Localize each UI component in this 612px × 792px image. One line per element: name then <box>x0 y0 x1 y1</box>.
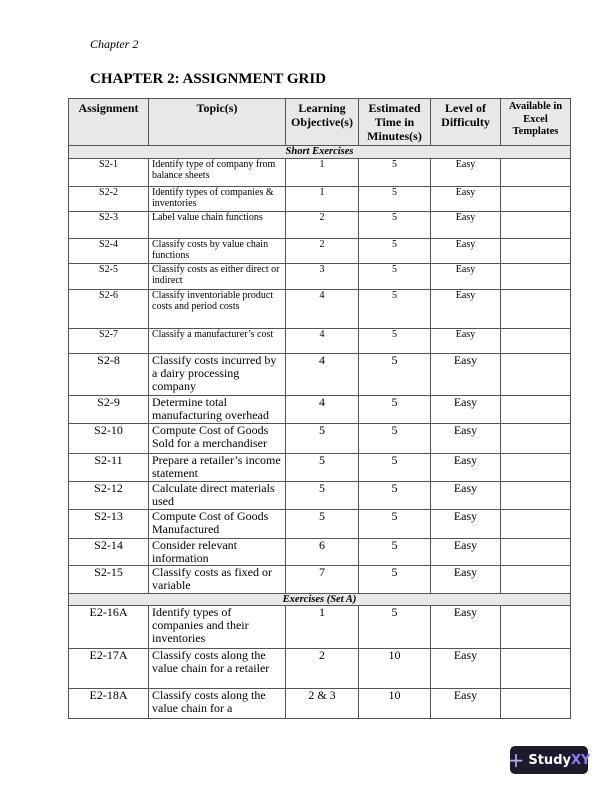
table-row <box>69 186 571 211</box>
column-header: Topic(s) <box>149 99 286 146</box>
time-cell: 5 <box>359 186 431 211</box>
time-cell: 5 <box>359 423 431 453</box>
assignment-cell: S2-7 <box>69 328 149 353</box>
assignment-cell: S2-11 <box>69 453 149 481</box>
objective-cell: 1 <box>286 186 359 211</box>
excel-cell <box>501 606 571 649</box>
assignment-cell: S2-4 <box>69 238 149 263</box>
time-cell: 5 <box>359 238 431 263</box>
excel-cell <box>501 565 571 593</box>
topic-cell: Identify types of companies & inventories <box>149 186 286 211</box>
excel-cell <box>501 689 571 719</box>
time-cell: 5 <box>359 395 431 423</box>
topic-cell: Classify costs as fixed or variable <box>149 565 286 593</box>
excel-cell <box>501 395 571 423</box>
difficulty-cell: Easy <box>431 263 501 289</box>
objective-cell: 4 <box>286 289 359 328</box>
difficulty-cell: Easy <box>431 238 501 263</box>
table-row <box>69 481 571 509</box>
time-cell: 5 <box>359 263 431 289</box>
difficulty-cell: Easy <box>431 538 501 565</box>
objective-cell: 5 <box>286 509 359 538</box>
brand-name: StudyXY <box>528 752 591 768</box>
time-cell: 5 <box>359 565 431 593</box>
assignment-cell: S2-12 <box>69 481 149 509</box>
assignment-cell: E2-17A <box>69 649 149 689</box>
assignment-cell: S2-6 <box>69 289 149 328</box>
time-cell: 5 <box>359 289 431 328</box>
excel-cell <box>501 263 571 289</box>
excel-cell <box>501 353 571 395</box>
table-row <box>69 263 571 289</box>
table-row <box>69 606 571 649</box>
studyxy-badge[interactable] <box>507 746 591 774</box>
table-row <box>69 353 571 395</box>
section-row <box>69 146 571 159</box>
assignment-cell: S2-15 <box>69 565 149 593</box>
topic-cell: Compute Cost of Goods Sold for a merchandiser <box>149 423 286 453</box>
topic-cell: Classify costs along the value chain for a retailer <box>149 649 286 689</box>
topic-cell: Label value chain functions <box>149 211 286 238</box>
difficulty-cell: Easy <box>431 689 501 719</box>
time-cell: 5 <box>359 481 431 509</box>
table-row <box>69 538 571 565</box>
time-cell: 5 <box>359 509 431 538</box>
objective-cell: 3 <box>286 263 359 289</box>
objective-cell: 5 <box>286 423 359 453</box>
table-row <box>69 649 571 689</box>
assignment-grid-table <box>68 98 571 719</box>
assignment-cell: S2-10 <box>69 423 149 453</box>
difficulty-cell: Easy <box>431 509 501 538</box>
topic-cell: Classify costs as either direct or indirect <box>149 263 286 289</box>
assignment-cell: S2-2 <box>69 186 149 211</box>
time-cell: 10 <box>359 689 431 719</box>
time-cell: 5 <box>359 328 431 353</box>
objective-cell: 2 <box>286 649 359 689</box>
difficulty-cell: Easy <box>431 565 501 593</box>
running-header: Chapter 2 <box>90 37 139 51</box>
table-row <box>69 565 571 593</box>
difficulty-cell: Easy <box>431 158 501 186</box>
topic-cell: Classify a manufacturer’s cost <box>149 328 286 353</box>
excel-cell <box>501 649 571 689</box>
excel-cell <box>501 158 571 186</box>
difficulty-cell: Easy <box>431 649 501 689</box>
objective-cell: 2 <box>286 238 359 263</box>
assignment-cell: S2-5 <box>69 263 149 289</box>
objective-cell: 6 <box>286 538 359 565</box>
topic-cell: Classify costs by value chain functions <box>149 238 286 263</box>
excel-cell <box>501 211 571 238</box>
topic-cell: Prepare a retailer’s income statement <box>149 453 286 481</box>
table-row <box>69 509 571 538</box>
difficulty-cell: Easy <box>431 186 501 211</box>
difficulty-cell: Easy <box>431 211 501 238</box>
objective-cell: 1 <box>286 606 359 649</box>
assignment-cell: E2-16A <box>69 606 149 649</box>
assignment-cell: S2-3 <box>69 211 149 238</box>
objective-cell: 4 <box>286 353 359 395</box>
assignment-cell: S2-1 <box>69 158 149 186</box>
table-row <box>69 238 571 263</box>
table-row <box>69 453 571 481</box>
time-cell: 5 <box>359 453 431 481</box>
column-header: Assignment <box>69 99 149 146</box>
assignment-cell: S2-13 <box>69 509 149 538</box>
assignment-cell: S2-9 <box>69 395 149 423</box>
time-cell: 5 <box>359 606 431 649</box>
difficulty-cell: Easy <box>431 328 501 353</box>
excel-cell <box>501 453 571 481</box>
table-row <box>69 395 571 423</box>
excel-cell <box>501 289 571 328</box>
excel-cell <box>501 186 571 211</box>
assignment-cell: E2-18A <box>69 689 149 719</box>
difficulty-cell: Easy <box>431 353 501 395</box>
objective-cell: 1 <box>286 158 359 186</box>
table-row <box>69 211 571 238</box>
time-cell: 5 <box>359 158 431 186</box>
objective-cell: 7 <box>286 565 359 593</box>
time-cell: 5 <box>359 538 431 565</box>
section-row <box>69 593 571 606</box>
topic-cell: Compute Cost of Goods Manufactured <box>149 509 286 538</box>
section-label: Short Exercises <box>69 146 571 159</box>
excel-cell <box>501 481 571 509</box>
excel-cell <box>501 238 571 263</box>
time-cell: 5 <box>359 353 431 395</box>
time-cell: 5 <box>359 211 431 238</box>
topic-cell: Identify type of company from balance sheets <box>149 158 286 186</box>
difficulty-cell: Easy <box>431 606 501 649</box>
excel-cell <box>501 423 571 453</box>
column-header: Level of Difficulty <box>431 99 501 146</box>
difficulty-cell: Easy <box>431 423 501 453</box>
column-header: Available in Excel Templates <box>501 99 571 146</box>
topic-cell: Classify costs incurred by a dairy processing company <box>149 353 286 395</box>
topic-cell: Consider relevant information <box>149 538 286 565</box>
table-row <box>69 423 571 453</box>
table-header-row <box>69 99 571 146</box>
section-label: Exercises (Set A) <box>69 593 571 606</box>
difficulty-cell: Easy <box>431 453 501 481</box>
objective-cell: 2 & 3 <box>286 689 359 719</box>
time-cell: 10 <box>359 649 431 689</box>
objective-cell: 4 <box>286 328 359 353</box>
topic-cell: Identify types of companies and their inventories <box>149 606 286 649</box>
table-row <box>69 289 571 328</box>
column-header: Estimated Time in Minutes(s) <box>359 99 431 146</box>
difficulty-cell: Easy <box>431 395 501 423</box>
table-row <box>69 328 571 353</box>
excel-cell <box>501 509 571 538</box>
objective-cell: 5 <box>286 453 359 481</box>
assignment-cell: S2-14 <box>69 538 149 565</box>
plus-icon: + <box>507 748 525 772</box>
topic-cell: Determine total manufacturing overhead <box>149 395 286 423</box>
excel-cell <box>501 538 571 565</box>
objective-cell: 5 <box>286 481 359 509</box>
page-title: CHAPTER 2: ASSIGNMENT GRID <box>90 71 327 87</box>
topic-cell: Classify inventoriable product costs and period costs <box>149 289 286 328</box>
objective-cell: 4 <box>286 395 359 423</box>
excel-cell <box>501 328 571 353</box>
assignment-cell: S2-8 <box>69 353 149 395</box>
objective-cell: 2 <box>286 211 359 238</box>
topic-cell: Calculate direct materials used <box>149 481 286 509</box>
column-header: Learning Objective(s) <box>286 99 359 146</box>
table-row <box>69 158 571 186</box>
table-row <box>69 689 571 719</box>
difficulty-cell: Easy <box>431 289 501 328</box>
difficulty-cell: Easy <box>431 481 501 509</box>
topic-cell: Classify costs along the value chain for a <box>149 689 286 719</box>
